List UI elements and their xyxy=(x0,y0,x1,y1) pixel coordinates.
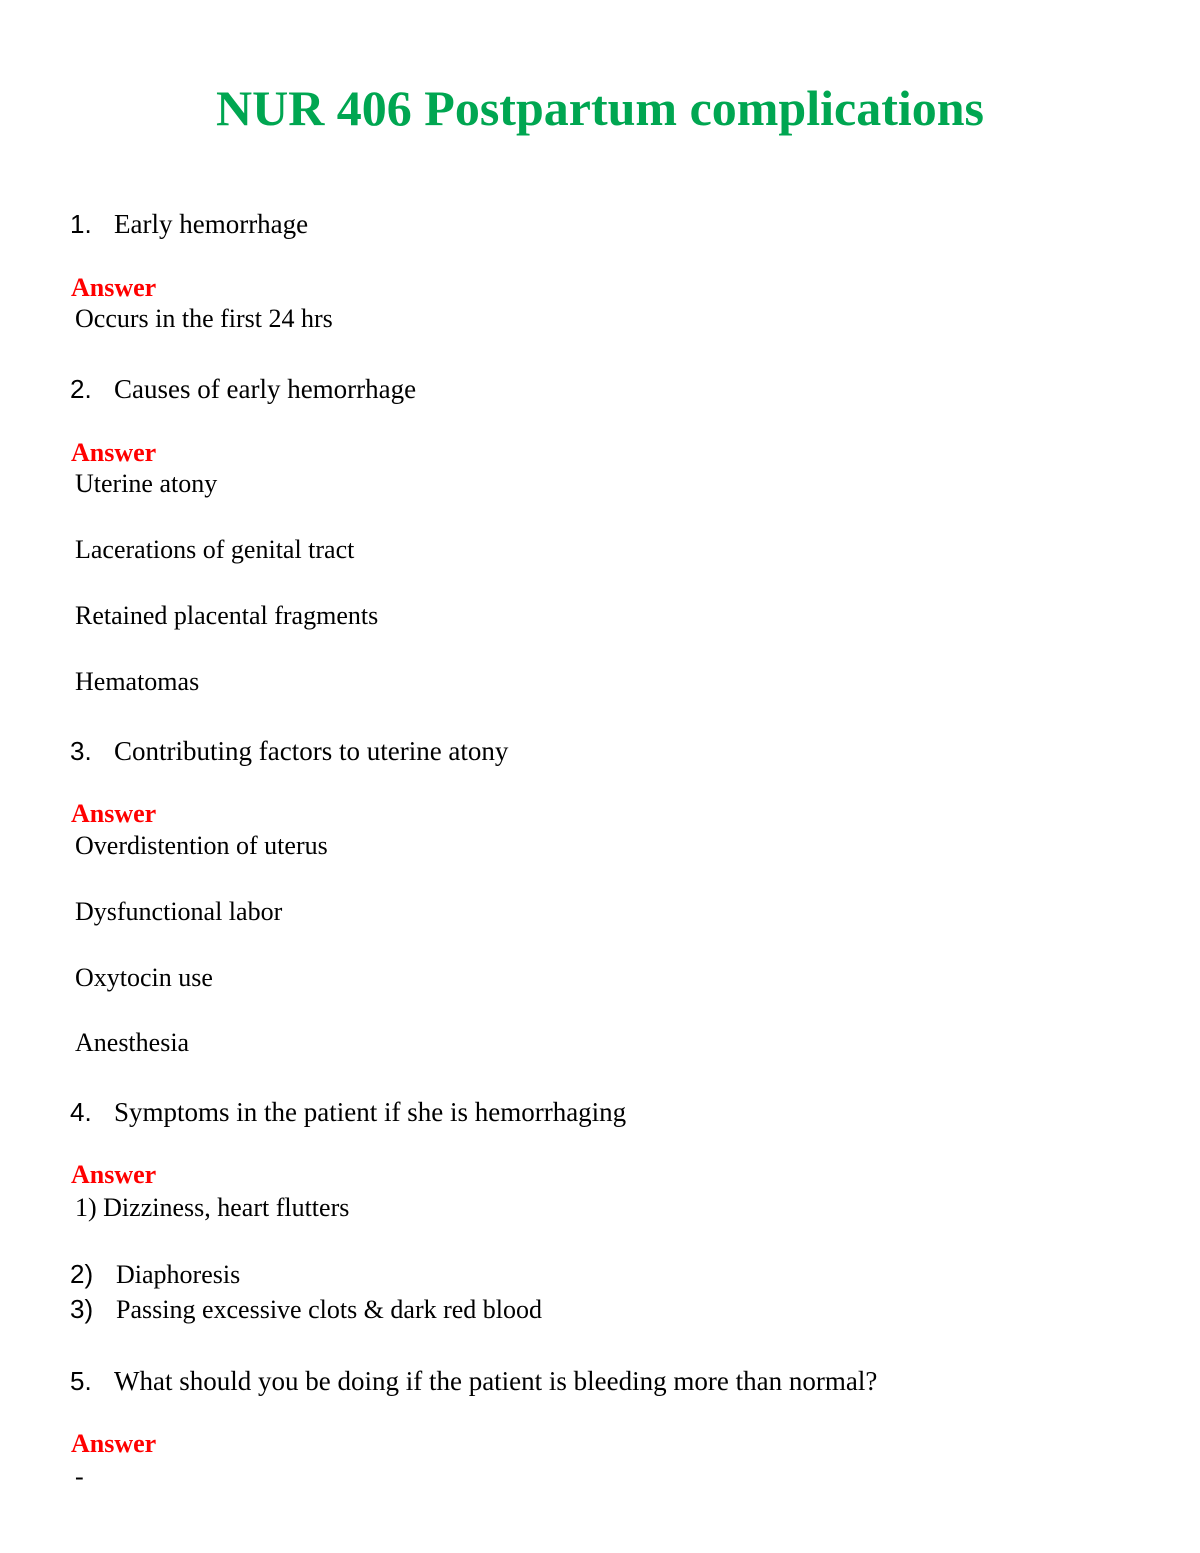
answer-line: Retained placental fragments xyxy=(75,601,379,630)
answer-line: Anesthesia xyxy=(75,1028,190,1057)
question-number: 4. xyxy=(70,1097,92,1127)
answer-line: Oxytocin use xyxy=(75,963,213,992)
numbered-answer xyxy=(70,1293,542,1326)
question-number: 5. xyxy=(70,1366,92,1396)
question-text: Causes of early hemorrhage xyxy=(114,374,417,404)
question-number: 3. xyxy=(70,736,92,766)
answer-label: Answer xyxy=(71,438,157,467)
answer-line: Overdistention of uterus xyxy=(75,831,328,860)
answer-label: Answer xyxy=(71,1429,157,1458)
question-2 xyxy=(70,373,416,405)
page-title: NUR 406 Postpartum complications xyxy=(215,80,985,136)
question-1 xyxy=(70,208,308,240)
question-text: Symptoms in the patient if she is hemorrhaging xyxy=(114,1097,627,1127)
answer-line: 1) Dizziness, heart flutters xyxy=(75,1193,350,1222)
question-3 xyxy=(70,735,508,767)
answer-line: - xyxy=(75,1462,84,1491)
question-number: 1. xyxy=(70,209,92,239)
answer-line: Occurs in the first 24 hrs xyxy=(75,304,333,333)
numbered-answer xyxy=(70,1258,240,1291)
answer-number: 3) xyxy=(70,1294,94,1324)
answer-label: Answer xyxy=(71,1160,157,1189)
answer-line: Dysfunctional labor xyxy=(75,897,283,926)
question-text: What should you be doing if the patient is bleeding more than normal? xyxy=(114,1366,878,1396)
answer-label: Answer xyxy=(71,799,157,828)
answer-line: Lacerations of genital tract xyxy=(75,535,355,564)
answer-line: Hematomas xyxy=(75,667,200,696)
answer-text: Passing excessive clots & dark red blood xyxy=(116,1295,543,1324)
question-number: 2. xyxy=(70,374,92,404)
question-5 xyxy=(70,1365,877,1397)
answer-number: 2) xyxy=(70,1259,94,1289)
question-4 xyxy=(70,1096,626,1128)
question-text: Early hemorrhage xyxy=(114,209,309,239)
answer-text: Diaphoresis xyxy=(116,1260,241,1289)
question-text: Contributing factors to uterine atony xyxy=(114,736,509,766)
answer-line: Uterine atony xyxy=(75,469,218,498)
answer-label: Answer xyxy=(71,273,157,302)
